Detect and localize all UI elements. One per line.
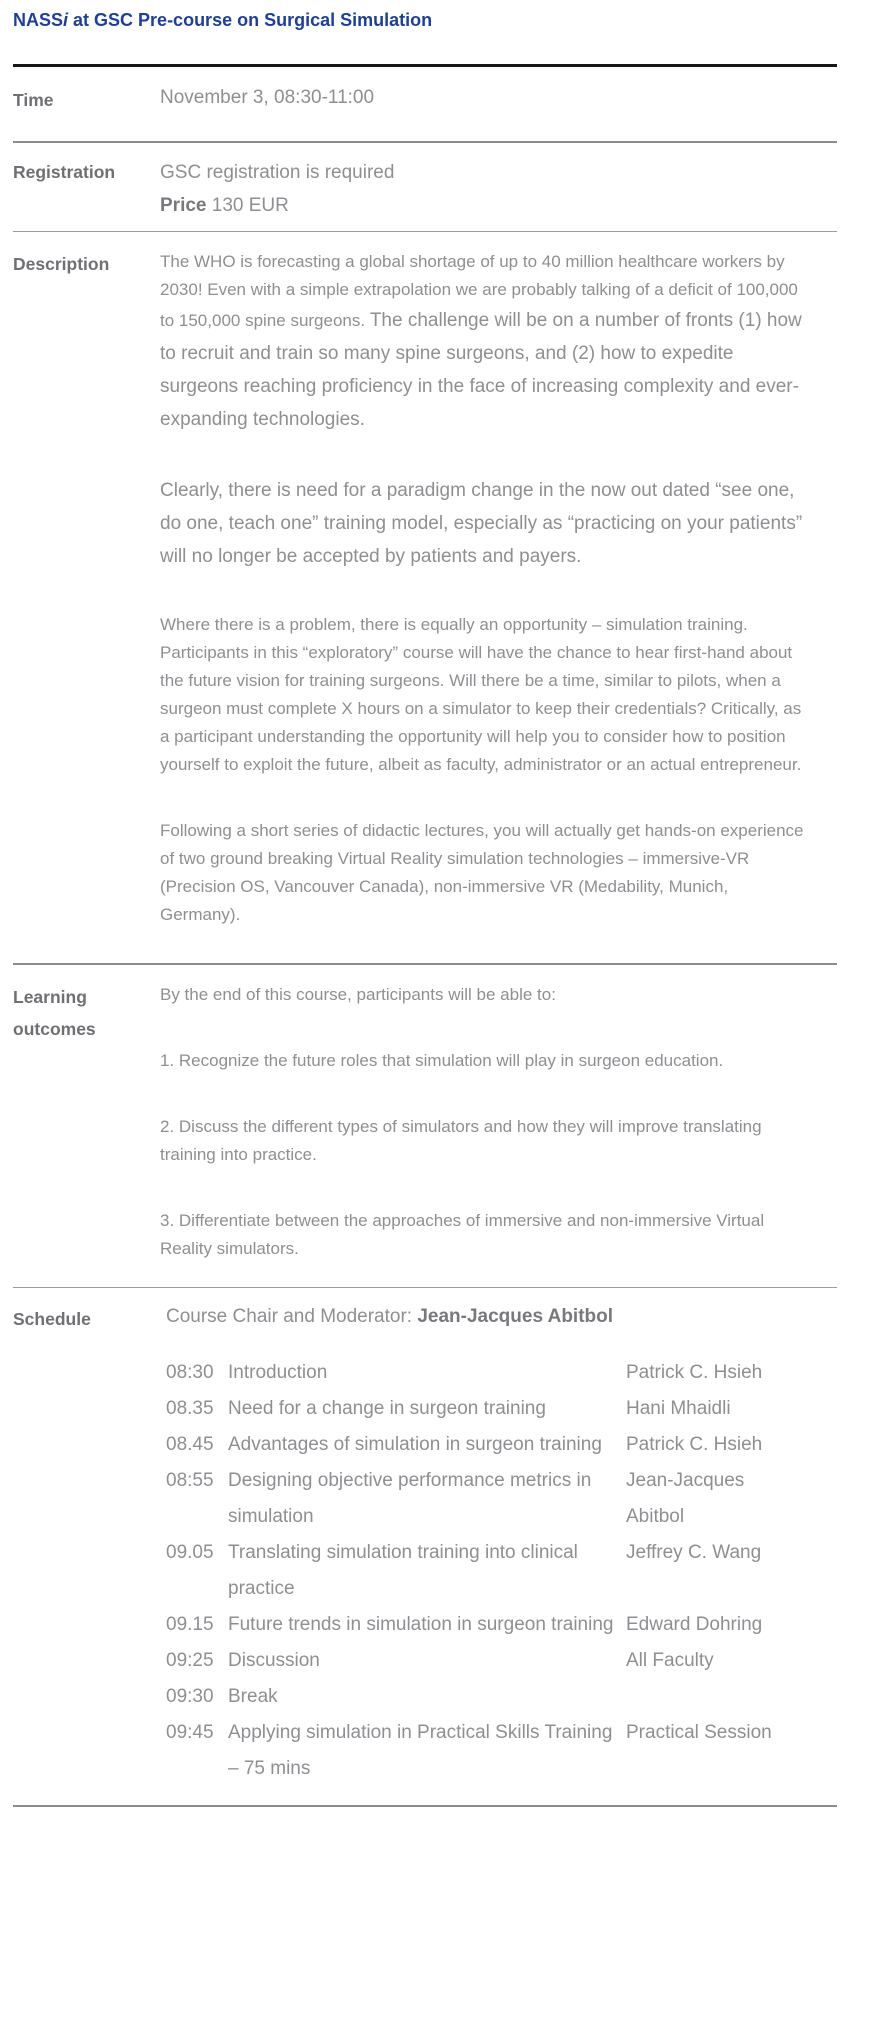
schedule-row [166, 1463, 812, 1535]
schedule-row [166, 1607, 812, 1643]
row-description [13, 231, 837, 963]
learning-outcomes-label: Learning outcomes [13, 987, 96, 1039]
learning-item-1: 1. Recognize the future roles that simulation will play in surgeon education. [160, 1051, 724, 1070]
schedule-title: Need for a change in surgeon training [228, 1398, 546, 1419]
schedule-content [160, 1303, 837, 1787]
description-paragraph-4: Following a short series of didactic lectures, you will actually get hands-on experience of two ground breaking Virtual Reality simulation technologies – immersive-VR (Precision OS, Vancouver Canada), non-immersive VR (Medability, Munich, Germany). [160, 821, 804, 924]
schedule-time: 08.45 [166, 1434, 214, 1455]
description-content [160, 248, 837, 929]
schedule-speaker [626, 1679, 791, 1715]
schedule-time: 09.05 [166, 1542, 214, 1563]
description-paragraph-1 [160, 248, 812, 436]
schedule-time: 09.15 [166, 1614, 214, 1635]
schedule-speaker: Patrick C. Hsieh [626, 1434, 763, 1455]
time-label: Time [13, 90, 54, 110]
schedule-time: 09:45 [166, 1722, 214, 1743]
description-paragraph-3: Where there is a problem, there is equally an opportunity – simulation training. Participants in this “exploratory” course will have the chance to hear first-hand about the future vision for training surgeons. Will there be a time, similar to pilots, when a surgeon must complete X hours on a simulator to keep their credentials? Critically, as a participant understanding the opportunity will help you to consider how to position yourself to exploit the future, albeit as faculty, administrator or an actual entrepreneur. [160, 615, 802, 774]
schedule-title: Designing objective performance metrics in simulation [228, 1470, 592, 1527]
course-chair-prefix: Course Chair and Moderator: [166, 1306, 418, 1327]
title-italic-i: i [63, 10, 69, 30]
schedule-speaker: Jean-Jacques Abitbol [626, 1470, 745, 1527]
schedule-time: 08.35 [166, 1398, 214, 1419]
time-value: November 3, 08:30-11:00 [160, 87, 375, 108]
schedule-speaker: Patrick C. Hsieh [626, 1362, 763, 1383]
schedule-speaker: Hani Mhaidli [626, 1398, 731, 1419]
course-chair-name: Jean-Jacques Abitbol [417, 1306, 614, 1327]
schedule-title: Advantages of simulation in surgeon training [228, 1434, 602, 1455]
title-text-rest: at GSC Pre-course on Surgical Simulation [68, 10, 433, 30]
course-chair-line [166, 1303, 812, 1331]
title-text-start: NASS [13, 10, 64, 30]
course-page [13, 0, 837, 1807]
description-paragraph-1-large: The challenge will be on a number of fronts (1) how to recruit and train so many spine surgeons, and (2) how to expedite surgeons reaching proficiency in the face of increasing complexity and ever-expanding technologies. [160, 310, 802, 430]
registration-price [160, 189, 812, 222]
schedule-row [166, 1679, 812, 1715]
learning-item-2: 2. Discuss the different types of simulators and how they will improve translating training into practice. [160, 1117, 762, 1164]
schedule-row [166, 1715, 812, 1787]
schedule-label: Schedule [13, 1309, 91, 1329]
registration-label: Registration [13, 162, 116, 182]
schedule-time: 08:55 [166, 1470, 214, 1491]
schedule-title: Translating simulation training into clinical practice [228, 1542, 578, 1599]
schedule-speaker: Jeffrey C. Wang [626, 1542, 762, 1563]
schedule-title: Future trends in simulation in surgeon training [228, 1614, 614, 1635]
price-value: 130 EUR [206, 195, 289, 216]
row-schedule [13, 1287, 837, 1805]
schedule-title: Introduction [228, 1362, 328, 1383]
row-time [13, 64, 837, 141]
description-label: Description [13, 254, 110, 274]
page-title [13, 9, 837, 31]
learning-outcomes-content [160, 981, 837, 1263]
schedule-row [166, 1427, 812, 1463]
schedule-speaker: Practical Session [626, 1722, 772, 1743]
row-registration [13, 141, 837, 231]
registration-content [160, 156, 837, 222]
description-paragraph-1-small: The WHO is forecasting a global shortage of up to 40 million healthcare workers by 2030! Even with a simple extrapolation we are probably talking of a deficit of 100,000 to 150,000 spine surgeons. [160, 252, 798, 330]
schedule-time: 09:30 [166, 1686, 214, 1707]
schedule-speaker: Edward Dohring [626, 1614, 763, 1635]
schedule-row [166, 1535, 812, 1607]
schedule-row [166, 1643, 812, 1679]
schedule-title: Discussion [228, 1650, 320, 1671]
schedule-speaker: All Faculty [626, 1650, 714, 1671]
schedule-row [166, 1391, 812, 1427]
price-label: Price [160, 195, 207, 216]
schedule-time: 08:30 [166, 1362, 214, 1383]
registration-requirement: GSC registration is required [160, 162, 395, 183]
description-paragraph-2: Clearly, there is need for a paradigm change in the now out dated “see one, do one, teach one” training model, especially as “practicing on your patients” will no longer be accepted by patients and payers. [160, 480, 803, 567]
learning-item-3: 3. Differentiate between the approaches of immersive and non-immersive Virtual Reality simulators. [160, 1211, 765, 1258]
schedule-title: Break [228, 1686, 278, 1707]
learning-intro: By the end of this course, participants will be able to: [160, 985, 556, 1004]
schedule-title: Applying simulation in Practical Skills Training – 75 mins [228, 1722, 613, 1779]
row-learning-outcomes [13, 963, 837, 1287]
bottom-divider [13, 1805, 837, 1807]
schedule-row [166, 1355, 812, 1391]
schedule-time: 09:25 [166, 1650, 214, 1671]
